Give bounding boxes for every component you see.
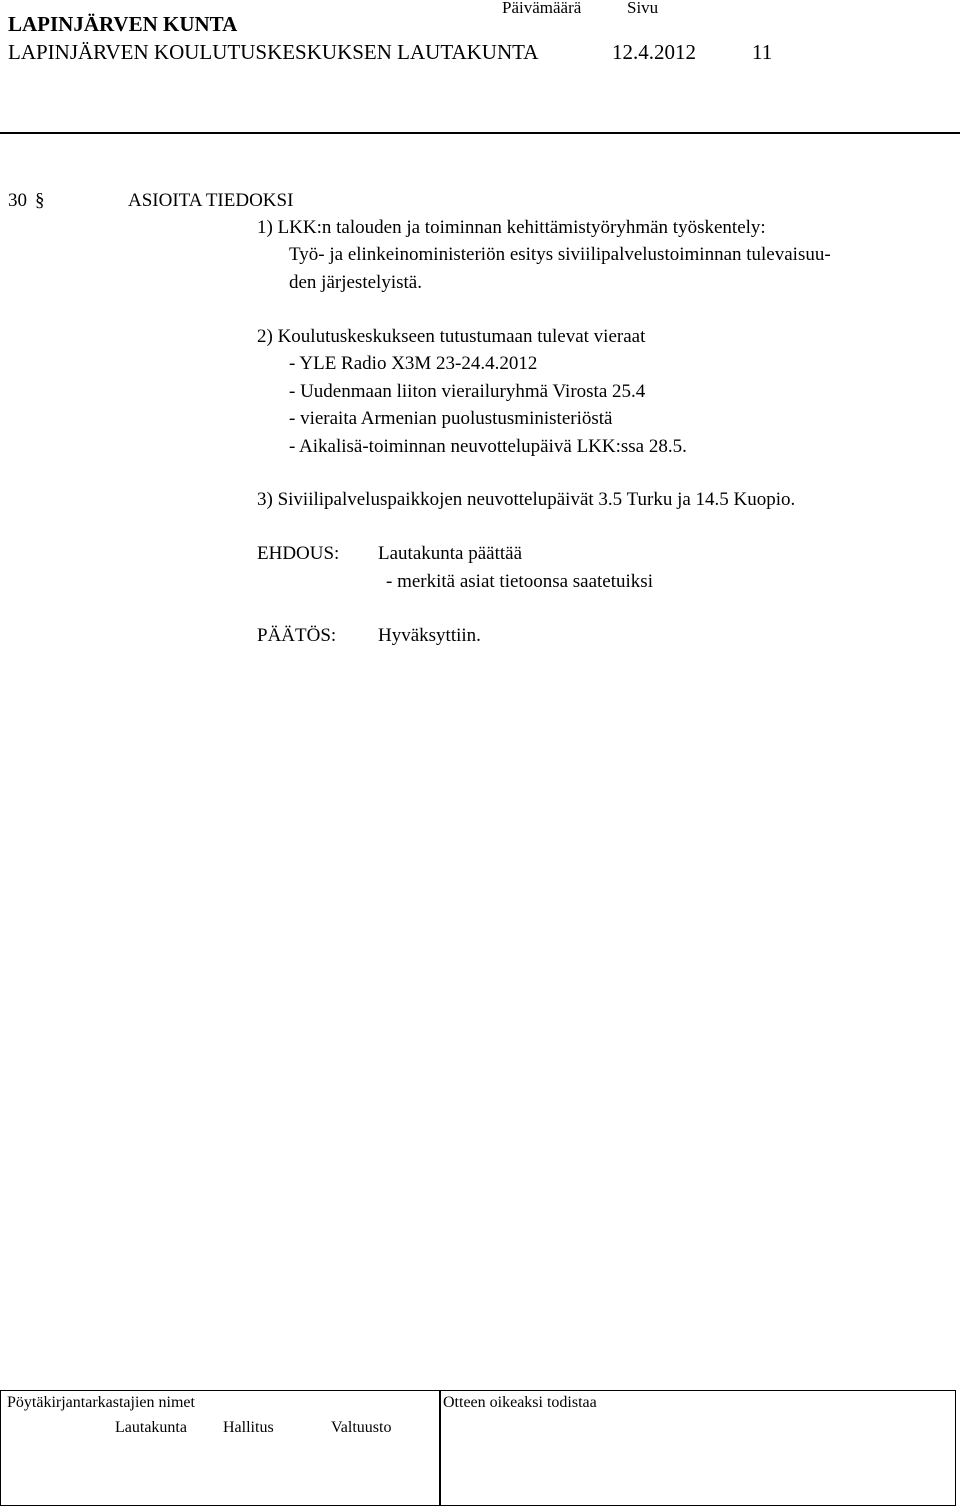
page-label: Sivu [627, 0, 659, 17]
footer-divider [439, 1391, 441, 1505]
date-label: Päivämäärä [502, 0, 582, 17]
meeting-date: 12.4.2012 [612, 40, 696, 64]
item2-title: 2) Koulutuskeskukseen tutustumaan tulevat vieraat [257, 326, 646, 347]
item2-entry-4: - Aikalisä-toiminnan neuvottelupäivä LKK:ssa 28.5. [289, 436, 687, 457]
item1-line1: 1) LKK:n talouden ja toiminnan kehittämistyöryhmän työskentely: [257, 217, 766, 238]
item1-line2: Työ- ja elinkeinoministeriön esitys siviilipalvelustoiminnan tulevaisuu- [289, 244, 831, 265]
decision-label: PÄÄTÖS: [257, 625, 337, 646]
checkers-label: Pöytäkirjantarkastajien nimet [7, 1394, 195, 1411]
footer-body-valtuusto: Valtuusto [331, 1419, 392, 1436]
item2-entry-1: - YLE Radio X3M 23-24.4.2012 [289, 353, 538, 374]
section-number: 30 [8, 190, 27, 211]
item1-line3: den järjestelyistä. [289, 272, 422, 293]
item3: 3) Siviilipalveluspaikkojen neuvottelupäivät 3.5 Turku ja 14.5 Kuopio. [257, 489, 796, 510]
proposal-item: - merkitä asiat tietoonsa saatetuiksi [386, 571, 653, 592]
proposal-label: EHDOUS: [257, 543, 340, 564]
page-number: 11 [752, 40, 773, 64]
section-title: ASIOITA TIEDOKSI [128, 190, 294, 211]
footer-body-lautakunta: Lautakunta [115, 1419, 187, 1436]
header-rule [0, 132, 960, 134]
section-symbol: § [35, 190, 45, 211]
footer-body-hallitus: Hallitus [223, 1419, 274, 1436]
item2-entry-2: - Uudenmaan liiton vierailuryhmä Virosta 25.4 [289, 381, 646, 402]
municipality-name: LAPINJÄRVEN KUNTA [8, 12, 238, 36]
board-name: LAPINJÄRVEN KOULUTUSKESKUKSEN LAUTAKUNTA [8, 40, 539, 64]
item2-entry-3: - vieraita Armenian puolustusministeriöstä [289, 408, 613, 429]
certified-label: Otteen oikeaksi todistaa [443, 1394, 597, 1411]
decision-text: Hyväksyttiin. [378, 625, 481, 646]
footer-box [0, 1390, 956, 1506]
proposal-text: Lautakunta päättää [378, 543, 523, 564]
